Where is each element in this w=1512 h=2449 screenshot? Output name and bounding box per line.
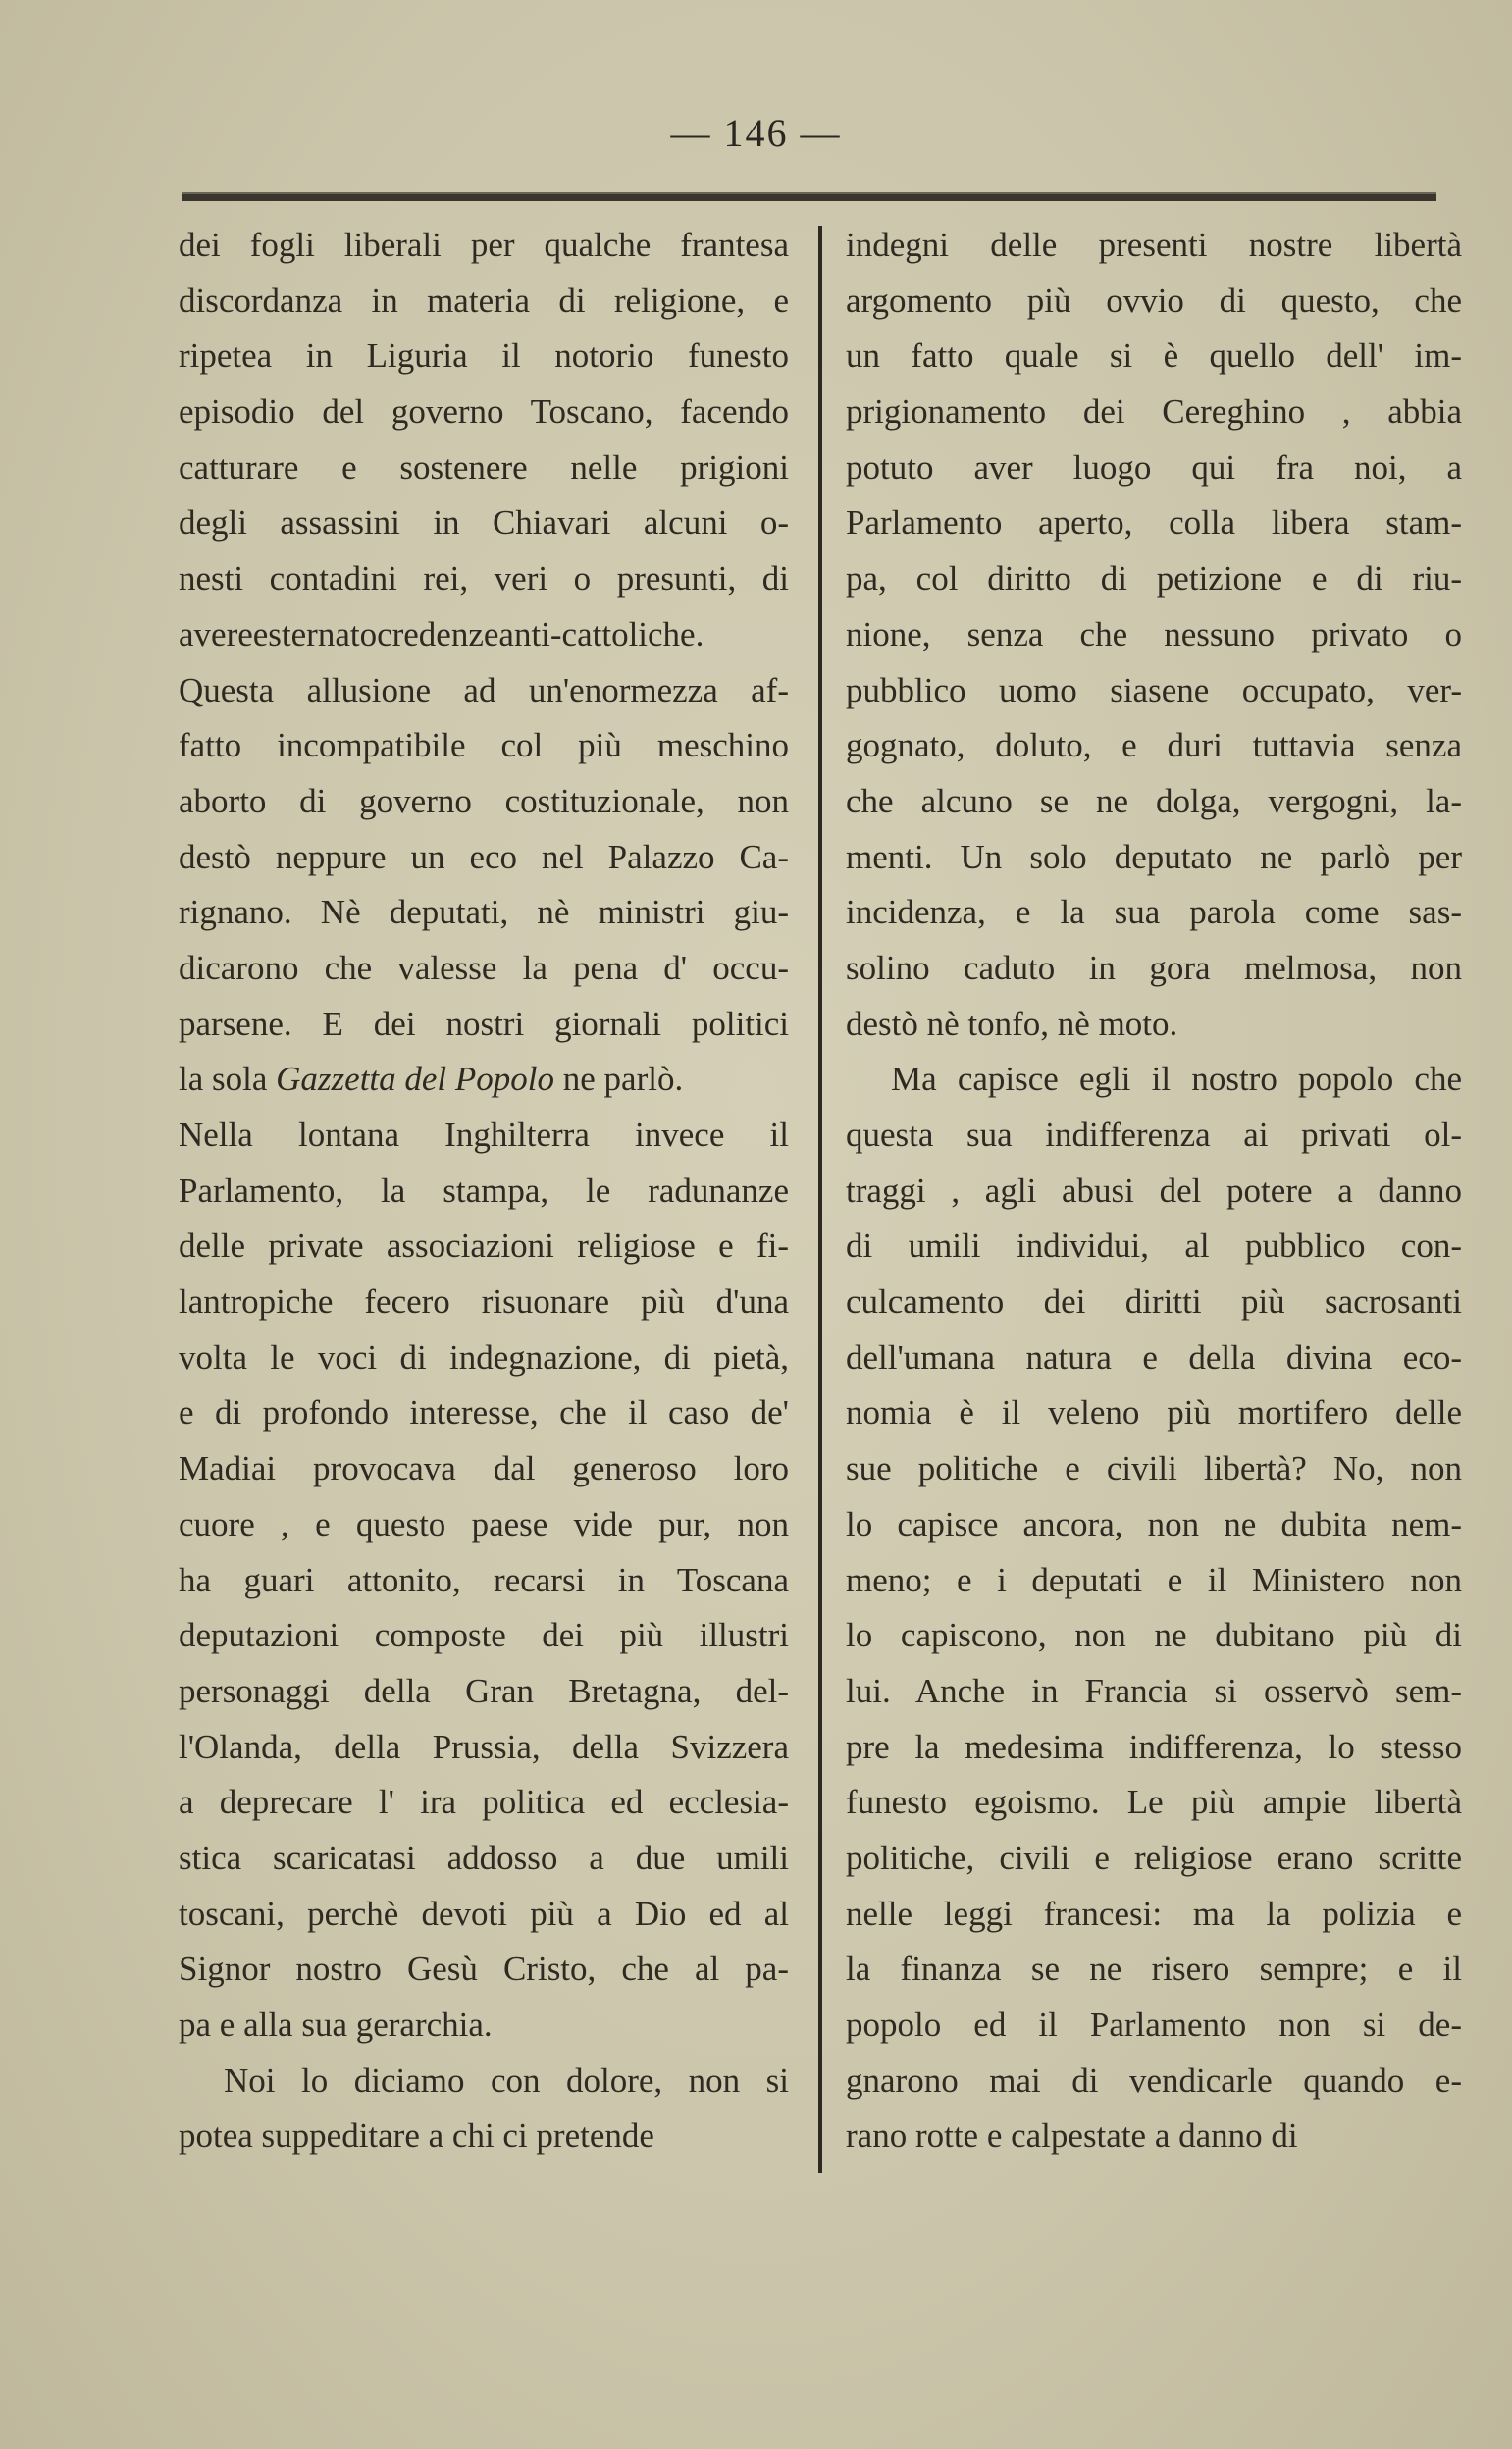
text-line: destò neppure un eco nel Palazzo Ca- <box>179 837 789 876</box>
text-line: deputazioni composte dei più illustri <box>179 1616 789 1655</box>
text-line: traggi , agli abusi del potere a danno <box>846 1171 1462 1210</box>
text-line: meno; e i deputati e il Ministero non <box>846 1560 1462 1599</box>
text-line: ripetea in Liguria il notorio funesto <box>179 337 789 376</box>
text-line: cuore , e questo paese vide pur, non <box>179 1504 789 1543</box>
text-line: pre la medesima indifferenza, lo stesso <box>846 1727 1462 1766</box>
text-line: pa e alla sua gerarchia. <box>179 2006 493 2044</box>
right-column <box>846 218 1462 2164</box>
text-line: potea suppeditare a chi ci pretende <box>179 2116 654 2156</box>
header-rule <box>182 192 1436 201</box>
text-line: rano rotte e calpestate a danno di <box>846 2116 1298 2156</box>
text-line: indegni delle presenti nostre libertà <box>846 226 1462 264</box>
text-line: politiche, civili e religiose erano scritte <box>846 1838 1462 1877</box>
text-line: funesto egoismo. Le più ampie libertà <box>846 1783 1462 1822</box>
text-line: discordanza in materia di religione, e <box>179 281 789 320</box>
text-line: prigionamento dei Cereghino , abbia <box>846 392 1462 432</box>
text-line: menti. Un solo deputato ne parlò per <box>846 837 1462 876</box>
text-line: lo capiscono, non ne dubitano più di <box>846 1616 1462 1655</box>
text-line: l'Olanda, della Prussia, della Svizzera <box>179 1727 789 1766</box>
text-line: ha guari attonito, recarsi in Toscana <box>179 1560 789 1599</box>
text-line: gnarono mai di vendicarle quando e- <box>846 2060 1462 2100</box>
text-line: Nella lontana Inghilterra invece il <box>179 1116 789 1154</box>
text-line: Madiai provocava dal generoso loro <box>179 1449 789 1488</box>
text-line: rignano. Nè deputati, nè ministri giu- <box>179 893 789 932</box>
text-fragment: ne parlò. <box>554 1060 684 1099</box>
text-line: stica scaricatasi addosso a due umili <box>179 1838 789 1877</box>
text-line: delle private associazioni religiose e fi- <box>179 1226 789 1266</box>
text-line: Parlamento, la stampa, le radunanze <box>179 1171 789 1210</box>
text-line: nomia è il veleno più mortifero delle <box>846 1393 1462 1433</box>
text-line: nione, senza che nessuno privato o <box>846 614 1462 653</box>
text-line: fatto incompatibile col più meschino <box>179 726 789 765</box>
text-line: che alcuno se ne dolga, vergogni, la- <box>846 781 1462 820</box>
text-line: potuto aver luogo qui fra noi, a <box>846 447 1462 487</box>
text-line: dicarono che valesse la pena d' occu- <box>179 948 789 987</box>
text-line: questa sua indifferenza ai privati ol- <box>846 1116 1462 1154</box>
text-line: parsene. E dei nostri giornali politici <box>179 1004 789 1043</box>
text-line: Ma capisce egli il nostro popolo che <box>891 1060 1462 1099</box>
text-line: sue politiche e civili libertà? No, non <box>846 1449 1462 1488</box>
text-line: solino caduto in gora melmosa, non <box>846 948 1462 987</box>
text-fragment: la sola <box>179 1060 277 1099</box>
text-line: gognato, doluto, e duri tuttavia senza <box>846 726 1462 765</box>
left-column <box>179 218 789 2164</box>
text-line: pubblico uomo siasene occupato, ver- <box>846 670 1462 709</box>
text-line: personaggi della Gran Bretagna, del- <box>179 1671 789 1710</box>
text-line: aborto di governo costituzionale, non <box>179 781 789 820</box>
text-line: e di profondo interesse, che il caso de' <box>179 1393 789 1433</box>
text-line: Parlamento aperto, colla libera stam- <box>846 503 1462 543</box>
text-line: incidenza, e la sua parola come sas- <box>846 893 1462 932</box>
text-line <box>179 1052 789 1108</box>
text-line: nesti contadini rei, veri o presunti, di <box>179 559 789 599</box>
newspaper-title: Gazzetta del Popolo <box>276 1060 555 1099</box>
text-line: pa, col diritto di petizione e di riu- <box>846 559 1462 599</box>
text-line: degli assassini in Chiavari alcuni o- <box>179 503 789 543</box>
text-line: episodio del governo Toscano, facendo <box>179 392 789 432</box>
text-line: volta le voci di indegnazione, di pietà, <box>179 1337 789 1377</box>
text-line: toscani, perchè devoti più a Dio ed al <box>179 1894 789 1933</box>
text-line: destò nè tonfo, nè moto. <box>846 1004 1178 1043</box>
text-line: a deprecare l' ira politica ed ecclesia- <box>179 1783 789 1822</box>
text-line: dell'umana natura e della divina eco- <box>846 1337 1462 1377</box>
text-line: un fatto quale si è quello dell' im- <box>846 337 1462 376</box>
page-number: — 146 — <box>670 111 842 155</box>
text-line: Questa allusione ad un'enormezza af- <box>179 670 789 709</box>
text-line: di umili individui, al pubblico con- <box>846 1226 1462 1266</box>
text-line: dei fogli liberali per qualche frantesa <box>179 226 789 264</box>
column-divider <box>818 226 822 2173</box>
text-line: catturare e sostenere nelle prigioni <box>179 447 789 487</box>
text-line: avereesternatocredenzeanti-cattoliche. <box>179 614 704 653</box>
text-line: nelle leggi francesi: ma la polizia e <box>846 1894 1462 1933</box>
text-line: popolo ed il Parlamento non si de- <box>846 2006 1462 2044</box>
text-line: Noi lo diciamo con dolore, non si <box>224 2060 789 2100</box>
text-line: culcamento dei diritti più sacrosanti <box>846 1282 1462 1322</box>
text-line: lo capisce ancora, non ne dubita nem- <box>846 1504 1462 1543</box>
text-line: Signor nostro Gesù Cristo, che al pa- <box>179 1950 789 1989</box>
text-line: la finanza se ne risero sempre; e il <box>846 1950 1462 1989</box>
text-line: lantropiche fecero risuonare più d'una <box>179 1282 789 1322</box>
text-line: argomento più ovvio di questo, che <box>846 281 1462 320</box>
text-line: lui. Anche in Francia si osservò sem- <box>846 1671 1462 1710</box>
